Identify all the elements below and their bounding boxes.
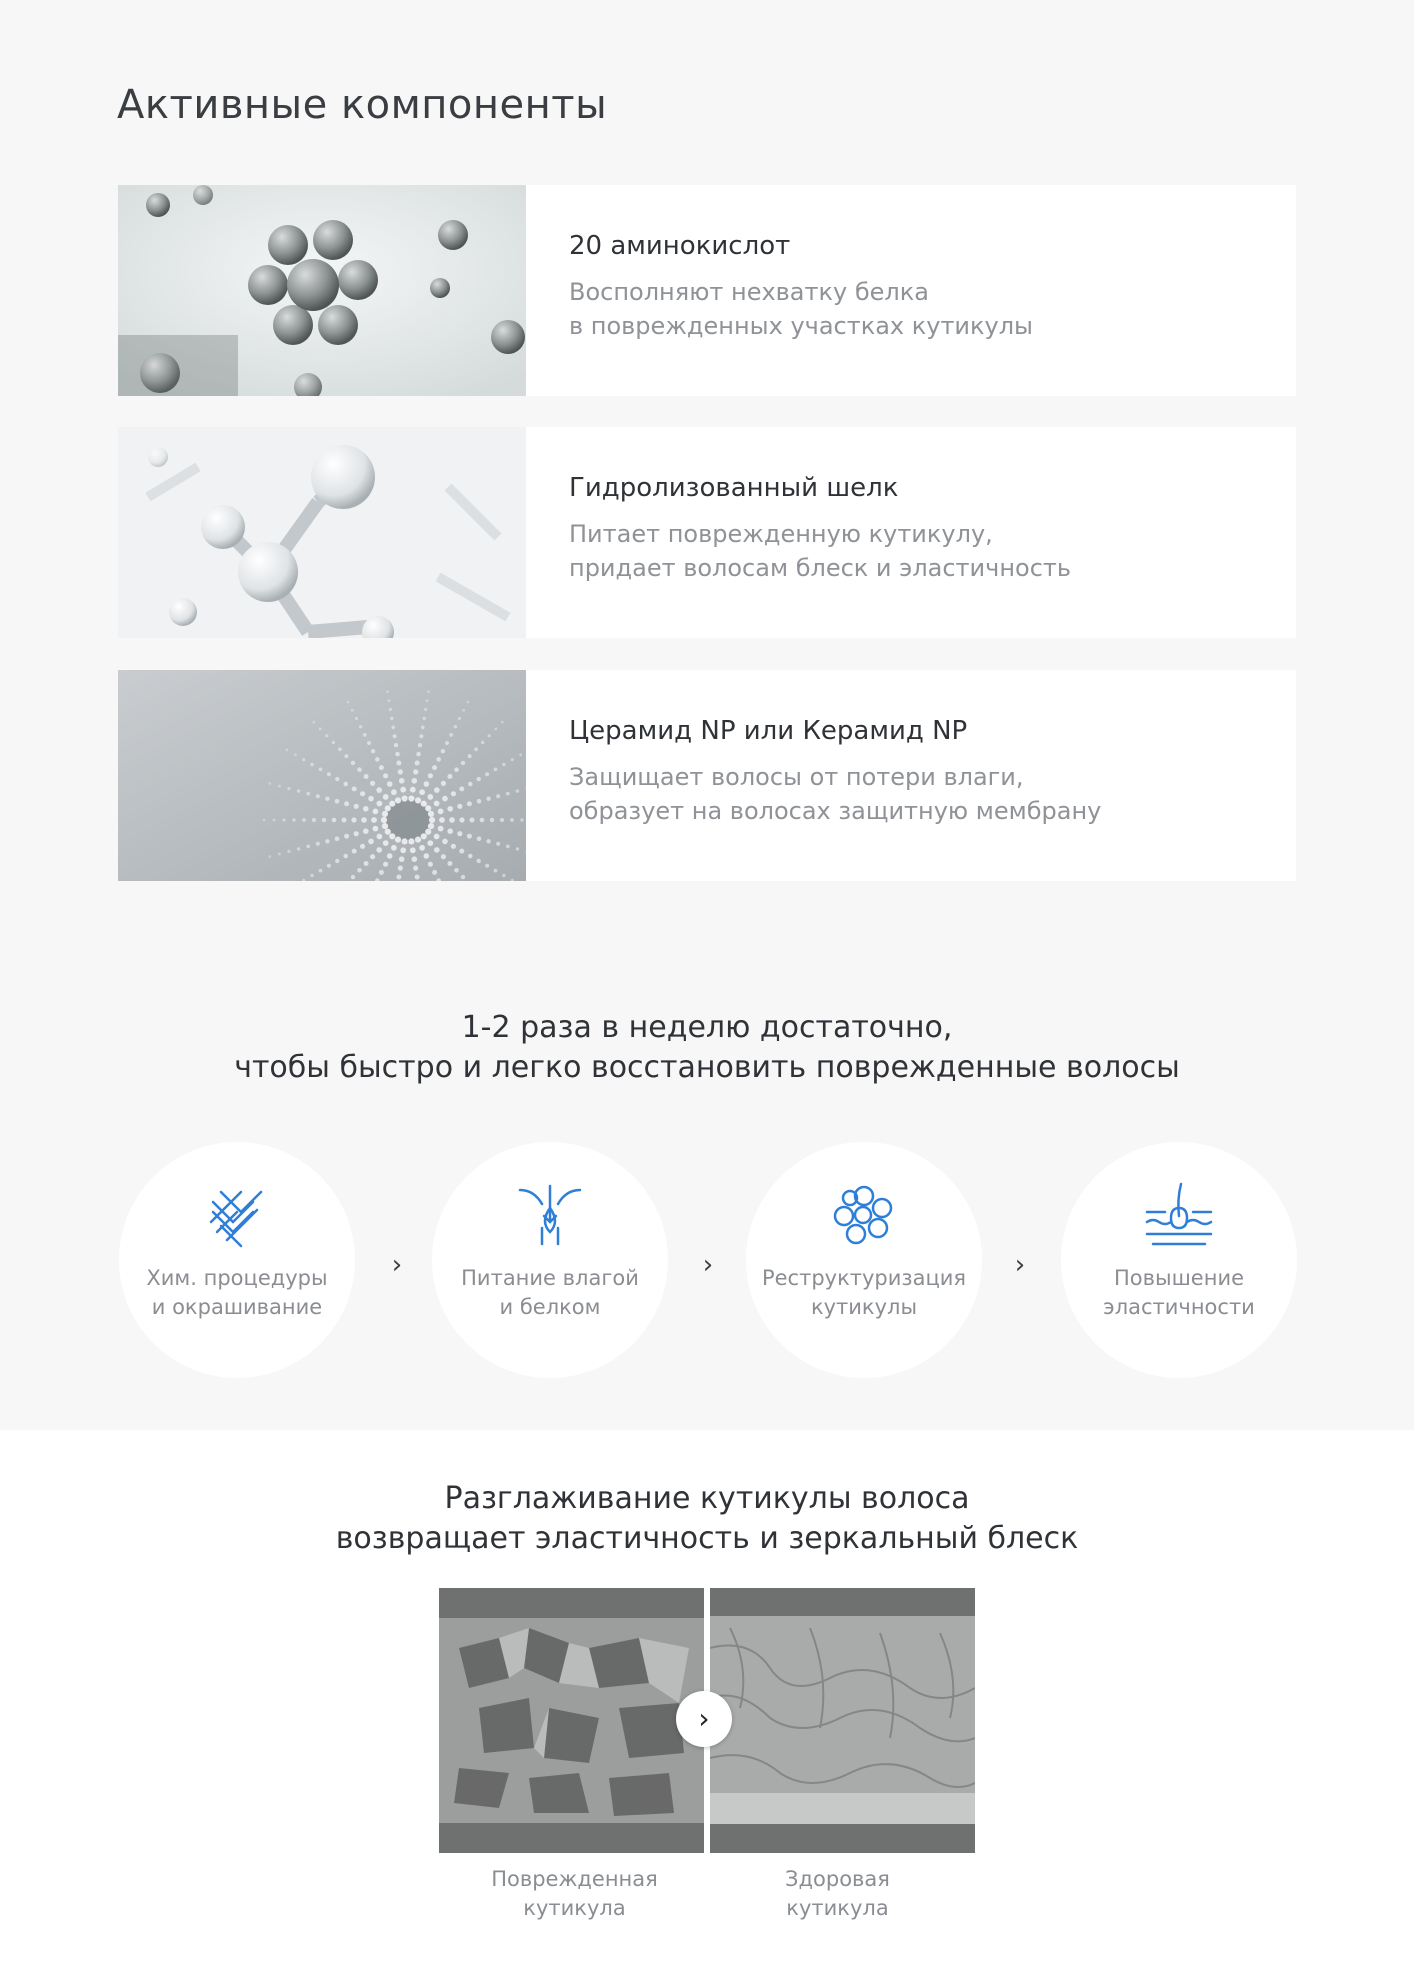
healthy-cuticle-label: Здоровая кутикула bbox=[785, 1867, 890, 1920]
healthy-cuticle-image bbox=[710, 1588, 975, 1853]
frequency-title: 1-2 раза в неделю достаточно, чтобы быстро и легко восстановить поврежденные волосы bbox=[234, 1010, 1180, 1085]
component-title: Гидролизованный шелк bbox=[569, 473, 899, 503]
moisture-drop-icon bbox=[516, 1182, 584, 1250]
chevron-right-icon: › bbox=[698, 1702, 710, 1735]
step-label: Питание влагой и белком bbox=[461, 1266, 639, 1319]
step-nutrition bbox=[432, 1142, 668, 1378]
smoothing-title: Разглаживание кутикулы волоса возвращает эластичность и зеркальный блеск bbox=[335, 1481, 1079, 1556]
step-label: Хим. процедуры и окрашивание bbox=[146, 1266, 328, 1319]
chevron-right-icon: › bbox=[1014, 1250, 1026, 1280]
damaged-cuticle-label: Поврежденная кутикула bbox=[491, 1867, 658, 1920]
amino-acid-image bbox=[118, 185, 526, 396]
component-title: 20 аминокислот bbox=[569, 231, 791, 261]
component-card-amino bbox=[118, 185, 1296, 396]
step-label: Повышение эластичности bbox=[1103, 1266, 1255, 1319]
chevron-right-icon: › bbox=[391, 1250, 403, 1280]
silk-molecule-image bbox=[118, 427, 526, 638]
component-description: Питает поврежденную кутикулу, придает волосам блеск и эластичность bbox=[569, 520, 1072, 582]
cluster-restructure-icon bbox=[830, 1182, 898, 1250]
page-title: Активные компоненты bbox=[117, 82, 608, 128]
step-elasticity bbox=[1061, 1142, 1297, 1378]
step-chemical-treatment bbox=[119, 1142, 355, 1378]
component-card-silk bbox=[118, 427, 1296, 638]
step-label: Реструктуризация кутикулы bbox=[761, 1266, 967, 1319]
hair-follicle-icon bbox=[1145, 1182, 1213, 1250]
chevron-right-icon: › bbox=[702, 1250, 714, 1280]
component-card-ceramide bbox=[118, 670, 1296, 881]
damaged-fiber-icon bbox=[203, 1182, 271, 1250]
compare-toggle-button[interactable] bbox=[676, 1691, 732, 1747]
ceramide-image bbox=[118, 670, 526, 881]
damaged-cuticle-image bbox=[439, 1588, 704, 1853]
step-restructure bbox=[746, 1142, 982, 1378]
component-description: Защищает волосы от потери влаги, образует на волосах защитную мембрану bbox=[569, 763, 1102, 825]
component-title: Церамид NP или Керамид NP bbox=[569, 716, 968, 746]
component-description: Восполняют нехватку белка в поврежденных участках кутикулы bbox=[569, 278, 1034, 340]
